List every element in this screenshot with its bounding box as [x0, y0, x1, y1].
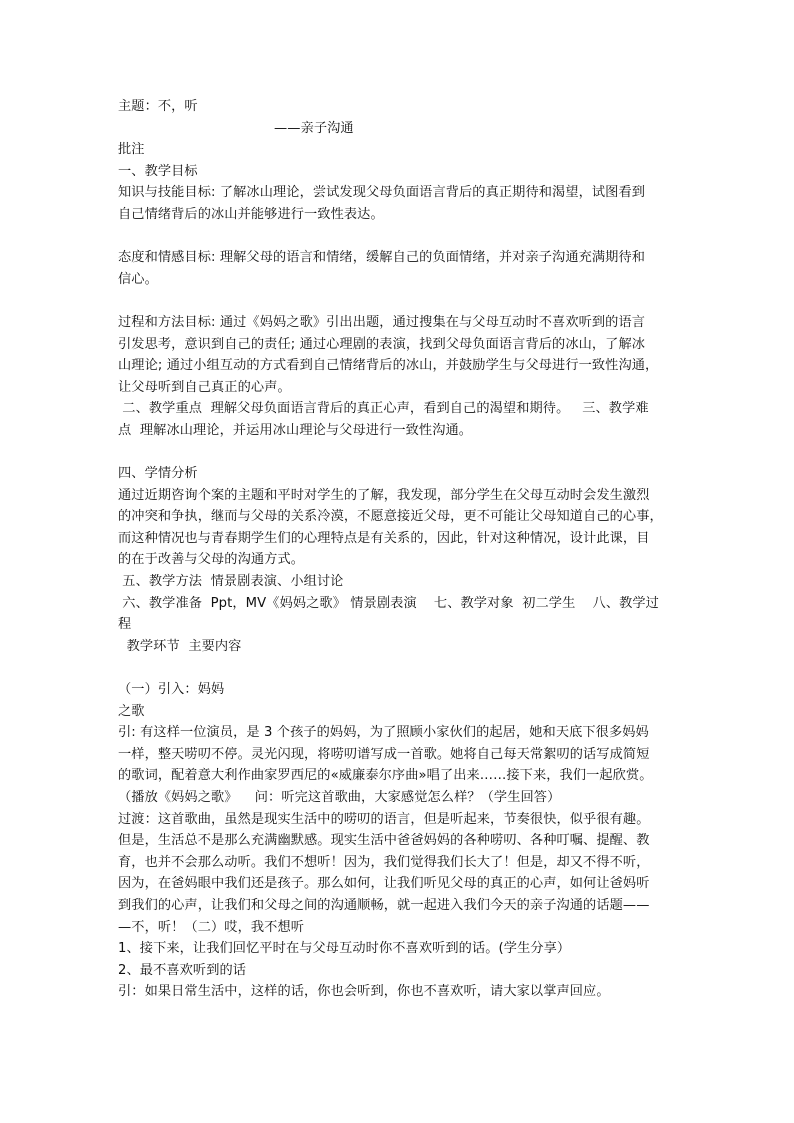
annotation-label: 批注: [118, 142, 145, 158]
text-line: 点 理解冰山理论，并运用冰山理论与父母进行一致性沟通。: [118, 422, 473, 438]
text-line: 的在于改善与父母的沟通方式。: [118, 552, 305, 568]
text-line: 引：如果日常生活中，这样的话，你也会听到，你也不喜欢听，请大家以掌声回应。: [118, 984, 610, 1000]
text-line: 知识与技能目标: 了解冰山理论，尝试发现父母负面语言背后的真正期待和渴望，试图看到: [118, 185, 646, 201]
text-line: 一样，整天唠叨不停。灵光闪现，将唠叨谱写成一首歌。她将自己每天常絮叨的话写成简短: [118, 746, 650, 762]
document-subtitle: ——亲子沟通: [274, 120, 354, 136]
blank-line: [118, 657, 678, 679]
text-line: 但是，生活总不是那么充满幽默感。现实生活中爸爸妈妈的各种唠叨、各种叮嘱、提醒、教: [118, 833, 650, 849]
text-line: 五、教学方法 情景剧表演、小组讨论: [118, 574, 344, 590]
text-line: 过程和方法目标: 通过《妈妈之歌》引出出题，通过搜集在与父母互动时不喜欢听到的语言: [118, 314, 646, 330]
text-line: 程: [118, 617, 132, 633]
text-line: 而这种情况也与青春期学生们的心理特点是有关系的，因此，针对这种情况，设计此课，目: [118, 530, 650, 546]
text-line: 育，也并不会那么动听。我们不想听！因为，我们觉得我们长大了！但是，却又不得不听，: [118, 854, 650, 870]
document-title: 主题：不，听: [118, 99, 198, 114]
text-line: 四、学情分析: [118, 466, 198, 482]
blank-line: [118, 442, 678, 464]
text-line: 山理论; 通过小组互动的方式看到自己情绪背后的冰山，并鼓励学生与父母进行一致性沟通，: [118, 358, 659, 374]
text-line: 六、教学准备 Ppt，MV《妈妈之歌》 情景剧表演 七、教学对象 初二学生 八、教学过: [118, 595, 659, 611]
text-line: 自己情绪背后的冰山并能够进行一致性表达。: [118, 206, 384, 222]
text-line: 引发思考，意识到自己的责任; 通过心理剧的表演，找到父母负面语言背后的冰山，了解冰: [118, 336, 646, 352]
text-line: 让父母听到自己真正的心声。: [118, 379, 291, 395]
text-line: 引: 有这样一位演员，是 3 个孩子的妈妈，为了照顾小家伙们的起居，她和天底下很多妈妈: [118, 725, 649, 741]
text-line: 态度和情感目标: 理解父母的语言和情绪，缓解自己的负面情绪，并对亲子沟通充满期待和: [118, 250, 646, 266]
text-line: 一、教学目标: [118, 163, 198, 179]
text-line: 1、接下来，让我们回忆平时在与父母互动时你不喜欢听到的话。(学生分享）: [118, 941, 571, 957]
document-body: [118, 96, 678, 1003]
text-line: 教学环节 主要内容: [118, 638, 242, 654]
text-line: 的冲突和争执，继而与父母的关系冷漠，不愿意接近父母，更不可能让父母知道自己的心事，: [118, 509, 663, 525]
text-line: 通过近期咨询个案的主题和平时对学生的了解，我发现，部分学生在父母互动时会发生激烈: [118, 487, 650, 503]
text-line: 2、最不喜欢听到的话: [118, 962, 247, 978]
text-line: （播放《妈妈之歌》 问：听完这首歌曲，大家感觉怎么样？（学生回答）: [118, 790, 561, 805]
text-line: —不，听！（二）哎，我不想听: [118, 919, 305, 935]
text-line: 的歌词，配着意大利作曲家罗西尼的«威廉泰尔序曲»唱了出来……接下来，我们一起欣赏。: [118, 768, 653, 784]
text-line: 过渡：这首歌曲，虽然是现实生活中的唠叨的语言，但是听起来，节奏很快，似乎很有趣。: [118, 811, 650, 827]
text-line: 二、教学重点 理解父母负面语言背后的真正心声，看到自己的渴望和期待。 三、教学难: [118, 401, 649, 417]
blank-line: [118, 290, 678, 312]
text-line: （一）引入：妈妈: [118, 682, 225, 698]
text-line: 到我们的心声，让我们和父母之间的沟通顺畅，就一起进入我们今天的亲子沟通的话题——: [118, 897, 650, 913]
text-line: 信心。: [118, 271, 158, 287]
text-line: 因为，在爸妈眼中我们还是孩子。那么如何，让我们听见父母的真正的心声，如何让爸妈听: [118, 876, 650, 892]
blank-line: [118, 226, 678, 248]
document-lines: [118, 161, 678, 1003]
text-line: 之歌: [118, 703, 145, 719]
